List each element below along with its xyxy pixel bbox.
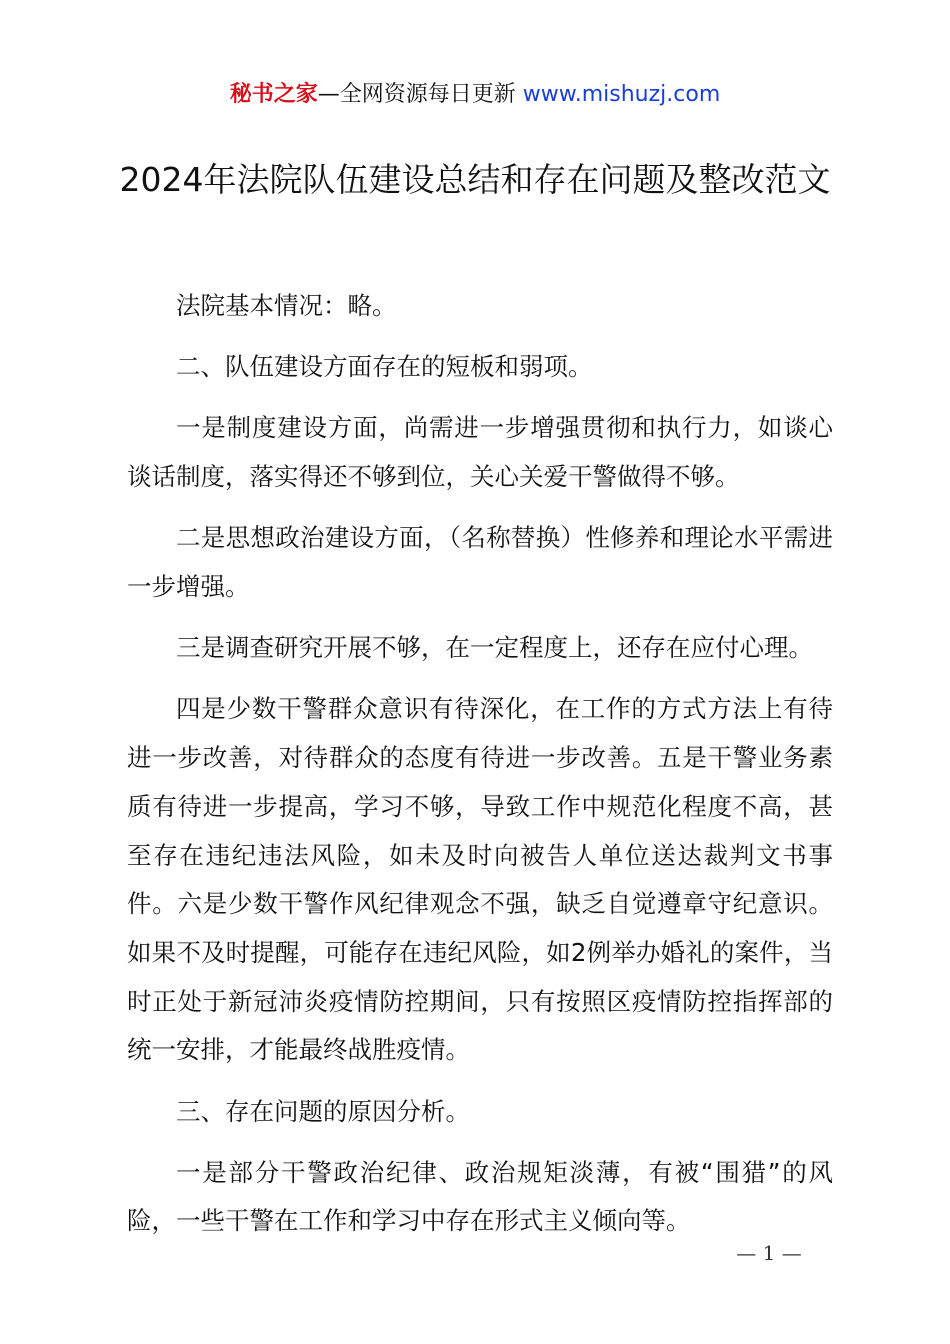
header-slogan: —全网资源每日更新 — [317, 82, 516, 107]
document-body — [127, 282, 833, 1246]
paragraph: 一是部分干警政治纪律、政治规矩淡薄，有被“围猎”的风险，一些干警在工作和学习中存在形式主义倾向等。 — [127, 1157, 833, 1236]
page-number: — 1 — — [736, 1241, 802, 1265]
document-title: 2024年法院队伍建设总结和存在问题及整改范文 — [119, 160, 831, 199]
section-heading: 二、队伍建设方面存在的短板和弱项。 — [176, 352, 593, 382]
paragraph: 法院基本情况：略。 — [176, 291, 397, 320]
paragraph: 三是调查研究开展不够，在一定程度上，还存在应付心理。 — [176, 633, 813, 663]
brand-name: 秘书之家 — [229, 82, 318, 107]
paragraph: 一是制度建设方面，尚需进一步增强贯彻和执行力，如谈心谈话制度，落实得还不够到位，关心关爱干警做得不够。 — [127, 413, 833, 492]
paragraph: 二是思想政治建设方面，（名称替换）性修养和理论水平需进一步增强。 — [127, 523, 833, 602]
site-url-link[interactable]: www.mishuzj.com — [522, 82, 721, 107]
section-heading: 三、存在问题的原因分析。 — [176, 1096, 470, 1126]
paragraph: 四是少数干警群众意识有待深化，在工作的方式方法上有待进一步改善，对待群众的态度有待进一步改善。五是干警业务素质有待进一步提高，学习不够，导致工作中规范化程度不高，甚至存在违纪违法风险，如未及时向被告人单位送达裁判文书事件。六是少数干警作风纪律观念不强，缺乏自觉遵章守纪意识。如果不及时提醒，可能存在违纪风险，如2例举办婚礼的案件，当时正处于新冠沛炎疫情防控期间，只有按照区疫情防控指挥部的统一安排，才能最终战胜疫情。 — [127, 694, 833, 1065]
site-header — [0, 80, 950, 110]
